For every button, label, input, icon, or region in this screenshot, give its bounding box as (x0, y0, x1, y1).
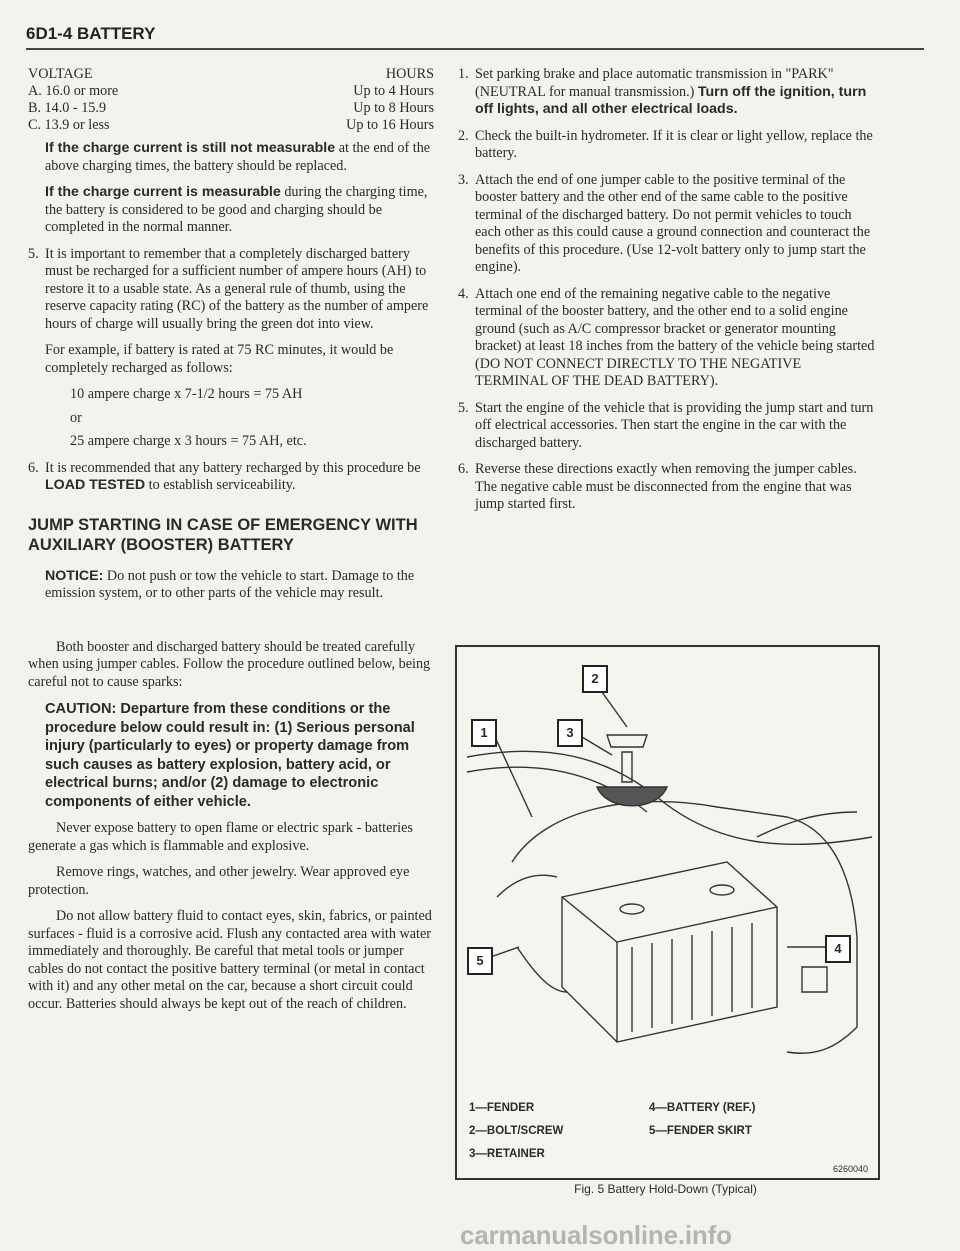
bold-phrase: If the charge current is measurable (45, 184, 281, 200)
callout-2: 2 (582, 665, 608, 693)
battery-hold-down-figure (455, 645, 880, 1180)
hours-header: HOURS (385, 66, 434, 82)
step-2 (458, 128, 876, 163)
left-column (28, 66, 438, 1013)
load-tested-phrase: LOAD TESTED (45, 477, 146, 493)
step-text: Check the built-in hydrometer. If it is clear or light yellow, replace the battery. (475, 127, 873, 161)
table-row (28, 100, 438, 117)
item-text: It is important to remember that a completely discharged battery must be recharged for a sufficient number of ampere hours (AH) to restore it to a usable state. As a general rule of thumb, using the reserve capacity rating (RC) of the battery as the number of ampere hours of charge will usually bring the green dot into view. (45, 245, 429, 332)
equation-or: or (70, 409, 82, 426)
jump-starting-heading: JUMP STARTING IN CASE OF EMERGENCY WITH AUXILIARY (BOOSTER) BATTERY (28, 515, 418, 554)
image-code: 6260040 (832, 1164, 868, 1174)
booster-paragraph: Both booster and discharged battery should be treated carefully when using jumper cables. Follow the procedure outlined below, being careful not to cause sparks: (28, 638, 431, 690)
item-text (45, 460, 438, 495)
notice-label: NOTICE: (45, 567, 104, 584)
step-3 (458, 172, 876, 277)
step-4 (458, 286, 876, 391)
figure-caption: Fig. 5 Battery Hold-Down (Typical) (574, 1182, 757, 1196)
figure-legend (469, 1097, 865, 1166)
voltage-cell: C. 13.9 or less (28, 117, 110, 133)
example-paragraph: For example, if battery is rated at 75 RC minutes, it would be completely recharged as follows: (45, 342, 394, 376)
measurable-paragraph (28, 184, 438, 237)
paragraph-text: during the charging time, the battery is considered to be good and charging should be completed in the normal manner. (45, 184, 428, 235)
list-item-6 (28, 460, 438, 495)
step-number: 2. (458, 127, 469, 144)
legend-row (469, 1143, 865, 1166)
acid-paragraph: Do not allow battery fluid to contact eyes, skin, fabrics, or painted surfaces - fluid is a corrosive acid. Flush any contacted area with water immediately and thoroughly. Be careful that metal tools or jumper cables do not contact the positive battery terminal (or metal in contact with it) and any other metal on the car, because a short circuit could occur. Batteries should always be kept out of the reach of children. (28, 908, 432, 1012)
jewelry-paragraph: Remove rings, watches, and other jewelry. Wear approved eye protection. (28, 864, 410, 898)
callout-3: 3 (557, 719, 583, 747)
legend-entry: 4—BATTERY (REF.) (649, 1102, 756, 1114)
step-number: 4. (458, 285, 469, 302)
hours-cell: Up to 8 Hours (353, 100, 434, 116)
right-column (458, 66, 876, 514)
legend-entry: 3—RETAINER (469, 1148, 545, 1160)
legend-entry: 1—FENDER (469, 1102, 535, 1114)
legend-row (469, 1120, 865, 1143)
voltage-cell: A. 16.0 or more (28, 83, 119, 99)
step-number: 1. (458, 66, 469, 82)
voltage-cell: B. 14.0 - 15.9 (28, 100, 107, 116)
step-number: 5. (458, 399, 469, 416)
callout-4: 4 (825, 935, 851, 963)
equation-2: 25 ampere charge x 3 hours = 75 AH, etc. (70, 433, 307, 449)
step-text: Attach one end of the remaining negative cable to the negative terminal of the booster battery, and the other end to a solid engine ground (such as A/C compressor bracket or generator mounting bracket) at least 18 inches from the battery of the vehicle being started (DO NOT CONNECT DIRECTLY TO THE NEGATIVE TERMINAL OF THE DEAD BATTERY). (475, 285, 875, 389)
legend-entry (649, 1143, 829, 1166)
step-text: Attach the end of one jumper cable to the positive terminal of the booster battery and the other end of the same cable to the positive terminal of the discharged battery. Do not permit vehicles to touch each other as this could cause a ground connection and counteract the benefits of this procedure. (Use 12-volt battery only to jump start the engine). (475, 171, 871, 275)
list-item-5 (28, 246, 438, 334)
step-1 (458, 66, 876, 119)
paragraph-text: at the end of the above charging times, the battery should be replaced. (45, 140, 431, 174)
not-measurable-paragraph (28, 140, 438, 175)
item-text-part: to establish serviceability. (145, 477, 296, 493)
step-bold-text: Turn off the ignition, turn off lights, and all other electrical loads. (475, 83, 867, 117)
section-code: 6D1-4 BATTERY (26, 24, 156, 43)
callout-5: 5 (467, 947, 493, 975)
step-number: 3. (458, 171, 469, 188)
step-text: Start the engine of the vehicle that is providing the jump start and turn off electrical accessories. Then start the engine in the car with the discharged battery. (475, 399, 874, 451)
item-number: 6. (28, 459, 39, 476)
battery-illustration (457, 647, 878, 1087)
step-text: Reverse these directions exactly when removing the jumper cables. The negative cable must be disconnected from the engine that was jump started first. (475, 461, 857, 512)
hours-cell: Up to 4 Hours (353, 83, 434, 99)
charging-time-table (28, 66, 438, 134)
legend-entry: 5—FENDER SKIRT (649, 1125, 752, 1137)
bold-phrase: If the charge current is still not measurable (45, 140, 336, 156)
watermark: carmanualsonline.info (460, 1220, 732, 1250)
step-text (475, 66, 876, 119)
step-text-part: Set parking brake and place automatic transmission in "PARK" (NEUTRAL for manual transmission.) (475, 66, 834, 100)
page-header (26, 24, 924, 48)
notice-text: Do not push or tow the vehicle to start. Damage to the emission system, or to other parts of the vehicle may result. (45, 567, 415, 601)
equation-1: 10 ampere charge x 7-1/2 hours = 75 AH (70, 386, 303, 402)
legend-entry: 2—BOLT/SCREW (469, 1125, 564, 1137)
voltage-header: VOLTAGE (28, 66, 93, 82)
item-number: 5. (28, 245, 39, 262)
header-rule (26, 48, 924, 50)
legend-row (469, 1097, 865, 1120)
caution-paragraph: CAUTION: Departure from these conditions or the procedure below could result in: (1) Serious personal injury (particularly to eyes) or property damage from such causes as battery explosion, battery acid, or electrical burns; and/or (2) damage to electronic components of either vehicle. (45, 701, 415, 810)
notice-paragraph (28, 568, 438, 603)
hours-cell: Up to 16 Hours (346, 117, 434, 133)
table-row (28, 117, 438, 134)
item-text-part: It is recommended that any battery recharged by this procedure be (45, 459, 421, 476)
step-5 (458, 400, 876, 453)
step-6 (458, 461, 876, 514)
step-number: 6. (458, 461, 469, 477)
callout-1: 1 (471, 719, 497, 747)
flame-paragraph: Never expose battery to open flame or electric spark - batteries generate a gas which is flammable and explosive. (28, 820, 413, 854)
table-row (28, 83, 438, 100)
